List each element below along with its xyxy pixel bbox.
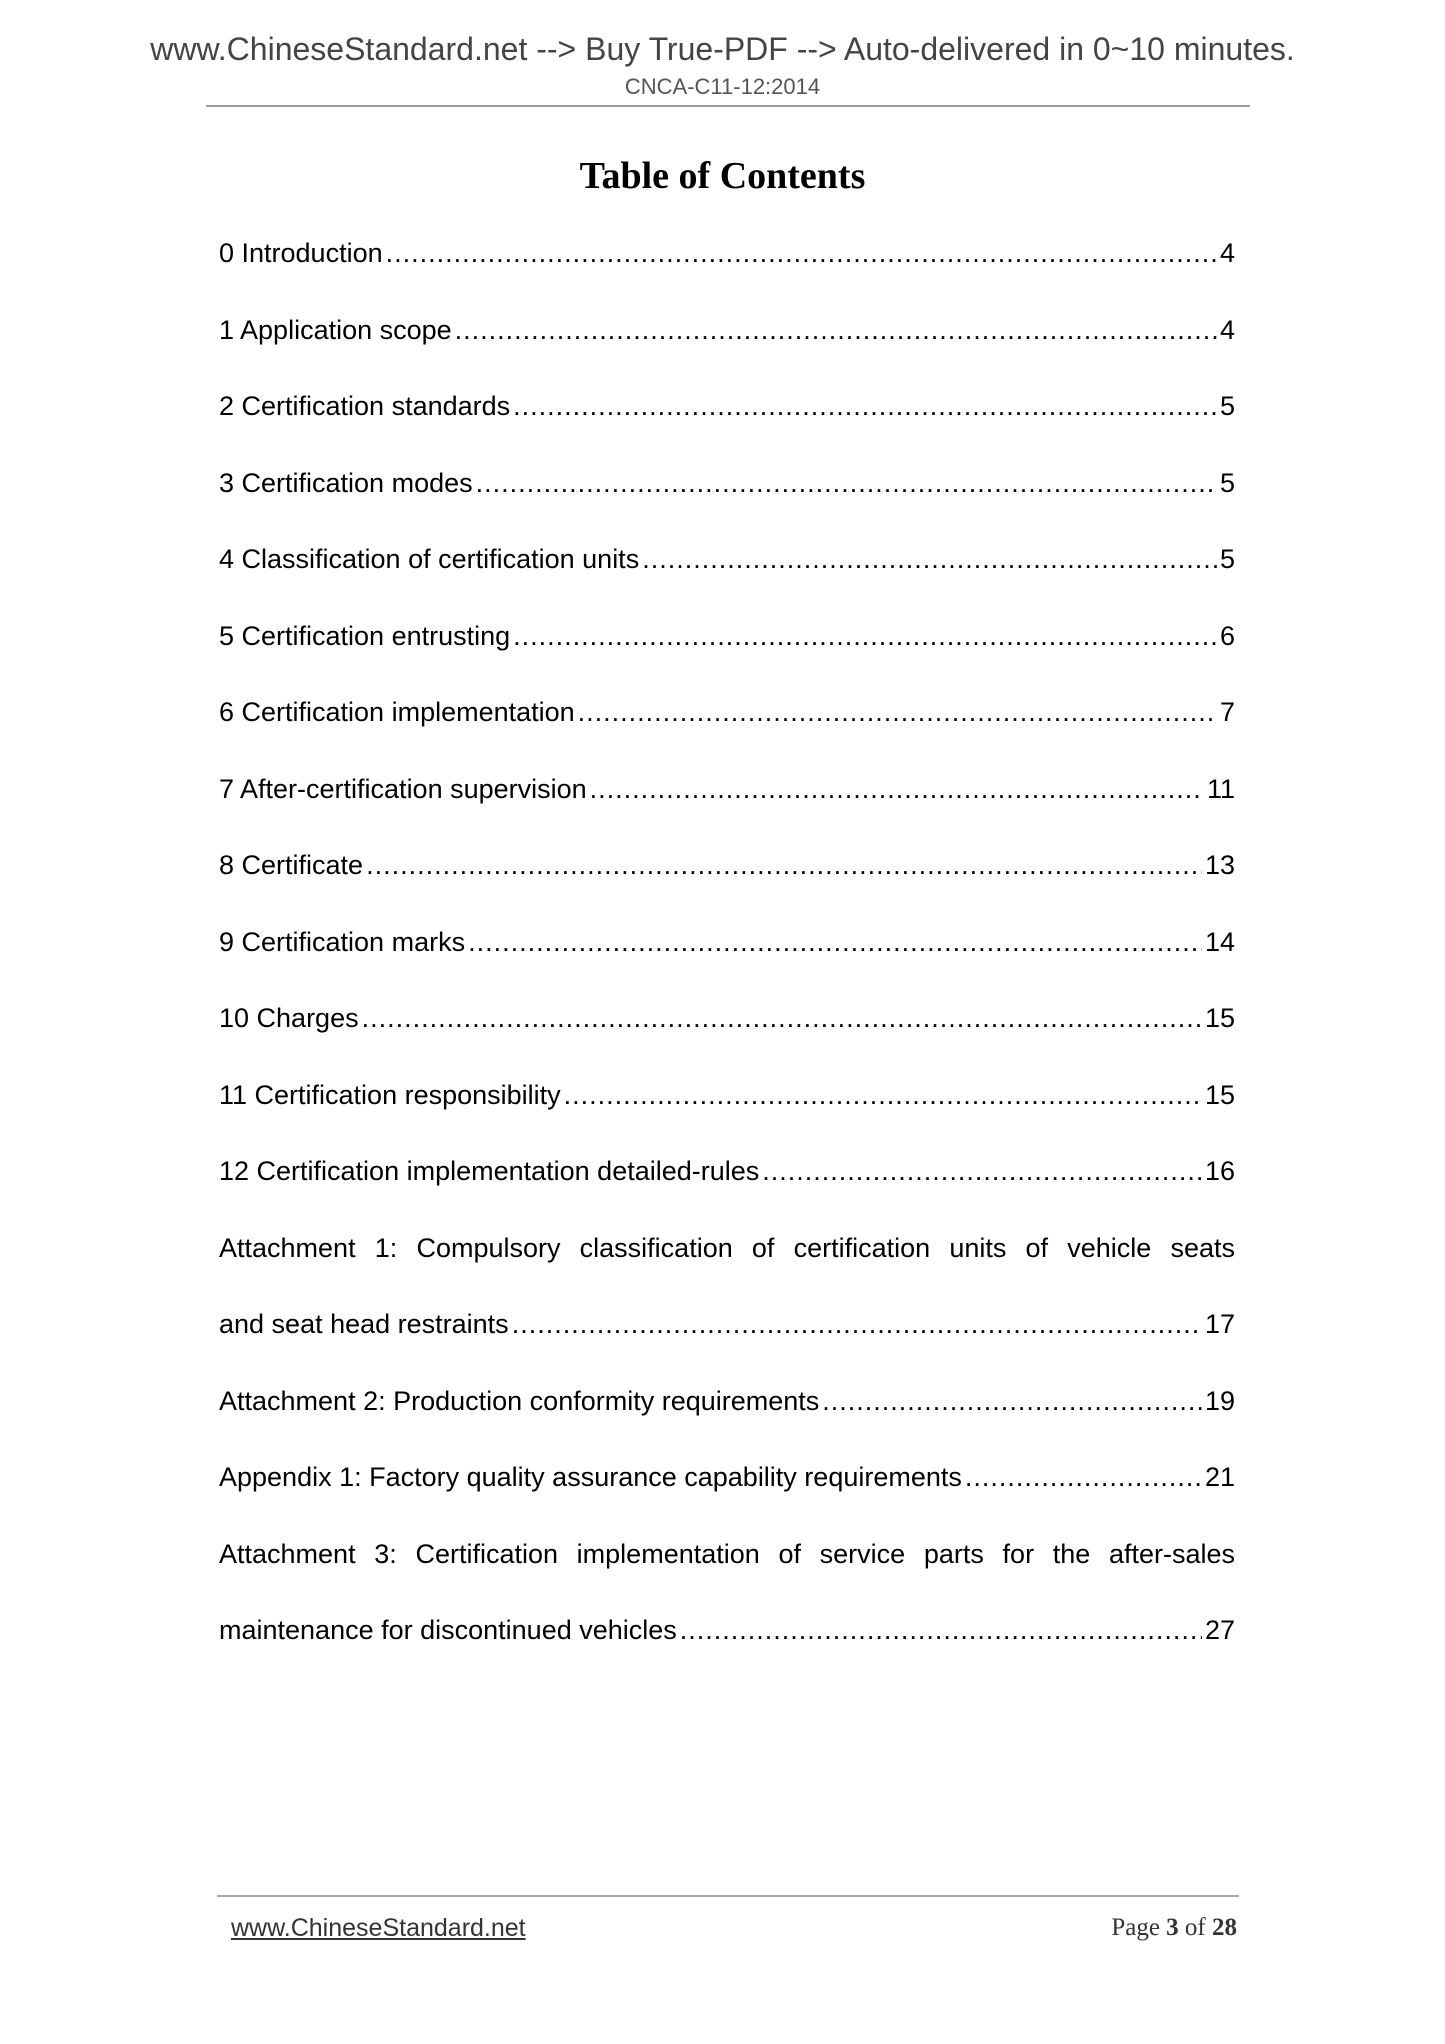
dot-leader: [476, 463, 1217, 503]
header-divider: [206, 105, 1250, 107]
toc-entry[interactable]: [219, 1075, 1235, 1152]
toc-entry-page: 11: [1206, 773, 1235, 804]
dot-leader: [455, 310, 1217, 350]
current-page: 3: [1166, 1914, 1179, 1941]
toc-entry-page: 4: [1219, 314, 1235, 345]
header-banner[interactable]: www.ChineseStandard.net --> Buy True-PDF --> Auto-delivered in 0~10 minutes.: [150, 31, 1295, 67]
toc-entry[interactable]: [219, 1304, 1235, 1381]
toc-entry-page: 14: [1204, 926, 1235, 957]
toc-entry-page: 15: [1204, 1079, 1235, 1110]
dot-leader: [366, 845, 1202, 885]
dot-leader: [578, 692, 1217, 732]
toc-entry-label: Appendix 1: Factory quality assurance capability requirements: [219, 1462, 962, 1492]
toc-entry-label: maintenance for discontinued vehicles: [219, 1615, 677, 1645]
toc-entry-label: 1 Application scope: [219, 314, 452, 345]
toc-entry[interactable]: [219, 1610, 1235, 1687]
toc-entry-line[interactable]: Attachment 1: Compulsory classification of certification units of vehicle seats: [219, 1232, 1235, 1263]
footer-divider: [217, 1895, 1239, 1897]
toc-entry-page: 5: [1219, 467, 1235, 498]
dot-leader: [513, 386, 1217, 426]
toc-entry[interactable]: [219, 845, 1235, 922]
toc-entry-page: 27: [1204, 1615, 1235, 1645]
toc-entry[interactable]: [219, 1457, 1235, 1534]
toc-entry[interactable]: [219, 692, 1235, 769]
toc-entry-label: 6 Certification implementation: [219, 697, 575, 727]
document-code: CNCA-C11-12:2014: [624, 74, 821, 99]
dot-leader: [965, 1457, 1202, 1497]
toc-entry-label: 10 Charges: [219, 1003, 359, 1033]
dot-leader: [468, 922, 1202, 962]
toc-entry-label: 0 Introduction: [219, 238, 383, 268]
of-word: of: [1184, 1914, 1206, 1941]
page-title: Table of Contents: [579, 155, 866, 197]
toc-entry[interactable]: [219, 998, 1235, 1075]
toc-entry-page: 19: [1204, 1385, 1235, 1416]
toc-entry[interactable]: [219, 233, 1235, 310]
dot-leader: [386, 233, 1217, 273]
toc-entry-label: 9 Certification marks: [219, 926, 466, 957]
dot-leader: [822, 1381, 1202, 1421]
toc-entry-page: 16: [1204, 1156, 1235, 1186]
toc-entry[interactable]: [219, 616, 1235, 693]
toc-entry[interactable]: [219, 539, 1235, 616]
toc-entry-label: 3 Certification modes: [219, 467, 473, 498]
toc-entry-page: 15: [1204, 1003, 1235, 1033]
dot-leader: [512, 1304, 1202, 1344]
dot-leader: [642, 539, 1217, 579]
toc-entry-page: 17: [1204, 1309, 1235, 1339]
toc-entry-label: 12 Certification implementation detailed-rules: [219, 1156, 760, 1186]
toc-entry[interactable]: [219, 386, 1235, 463]
toc-entry-label: 4 Classification of certification units: [219, 544, 640, 574]
dot-leader: [362, 998, 1202, 1038]
toc-entry-line[interactable]: Attachment 3: Certification implementation of service parts for the after-sales: [219, 1538, 1235, 1569]
toc-entry-label: 2 Certification standards: [219, 391, 511, 421]
toc-entry-label: 7 After-certification supervision: [219, 773, 587, 804]
table-of-contents: [219, 233, 1235, 1687]
toc-entry-label: Attachment 2: Production conformity requirements: [219, 1385, 820, 1416]
toc-entry[interactable]: [219, 769, 1235, 846]
toc-entry-page: 13: [1204, 850, 1235, 880]
dot-leader: [680, 1610, 1202, 1650]
dot-leader: [513, 616, 1217, 656]
toc-entry[interactable]: [219, 1151, 1235, 1228]
page-word: Page: [1111, 1914, 1160, 1941]
toc-entry-page: 4: [1219, 238, 1235, 268]
toc-entry-label: 5 Certification entrusting: [219, 620, 511, 651]
total-pages: 28: [1212, 1914, 1237, 1941]
toc-entry-page: 6: [1219, 620, 1235, 651]
dot-leader: [762, 1151, 1202, 1191]
dot-leader: [590, 769, 1204, 809]
toc-entry[interactable]: [219, 922, 1235, 999]
toc-entry[interactable]: [219, 463, 1235, 540]
toc-entry-page: 21: [1204, 1462, 1235, 1492]
toc-entry-page: 5: [1219, 544, 1235, 574]
toc-entry-page: 5: [1219, 391, 1235, 421]
dot-leader: [564, 1075, 1202, 1115]
toc-entry[interactable]: [219, 1381, 1235, 1458]
footer-link[interactable]: www.ChineseStandard.net: [231, 1914, 526, 1942]
toc-entry-label: and seat head restraints: [219, 1309, 509, 1339]
toc-entry-label: 8 Certificate: [219, 850, 364, 880]
toc-entry-label: 11 Certification responsibility: [219, 1079, 561, 1110]
toc-entry-page: 7: [1219, 697, 1235, 727]
toc-entry[interactable]: [219, 310, 1235, 387]
page-number: [1111, 1914, 1237, 1942]
